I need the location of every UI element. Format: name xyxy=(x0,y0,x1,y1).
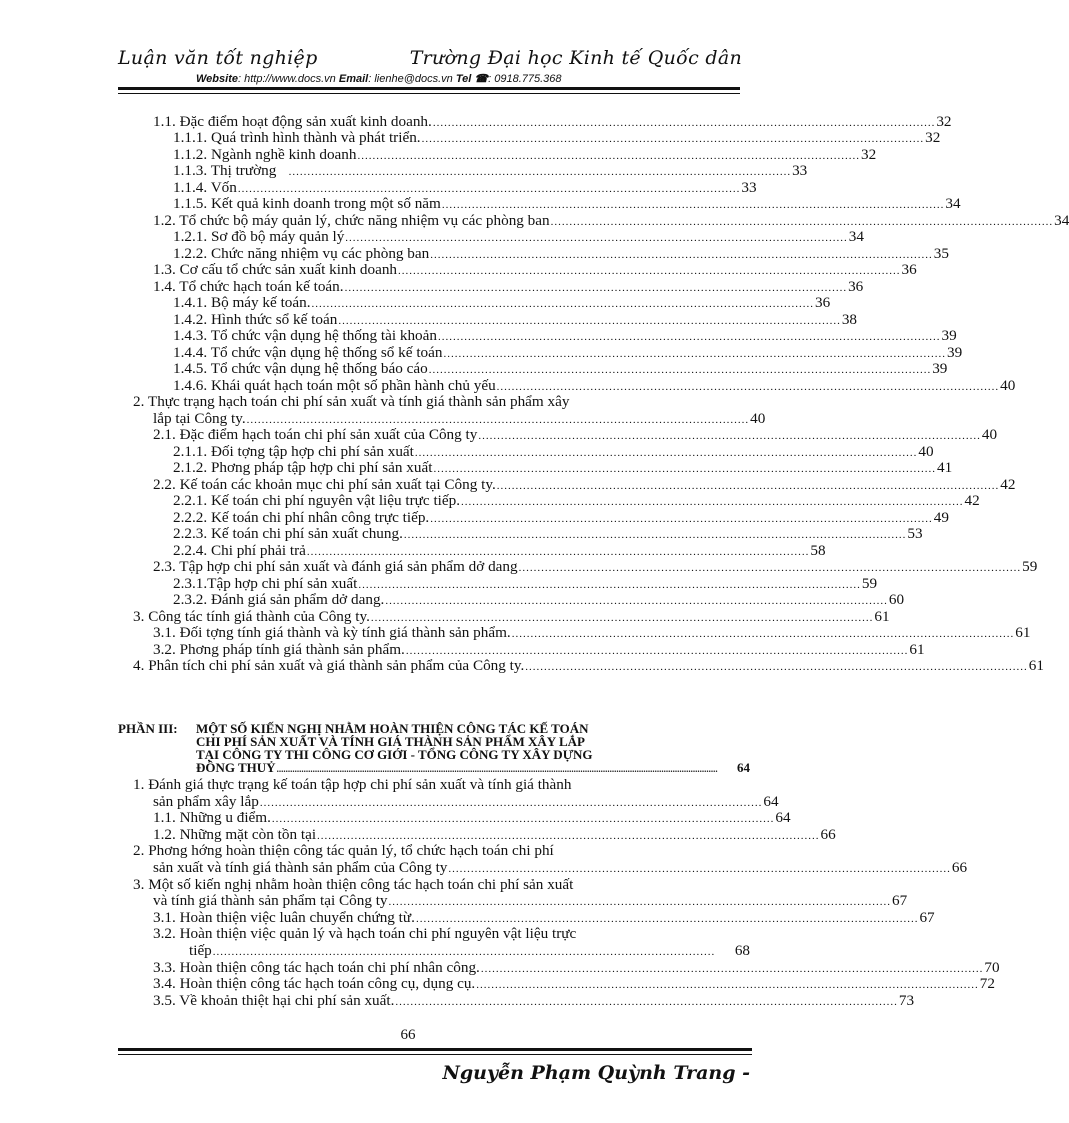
header-thesis-title: Luận văn tốt nghiệp xyxy=(118,47,318,69)
toc-row[interactable]: 1.4.2. Hình thức sổ kế toán ...................................................................................................................................... 38 xyxy=(173,311,857,328)
header-contact-line xyxy=(196,72,562,85)
toc-row[interactable]: 4. Phân tích chi phí sản xuất và giá thành sản phẩm của Công ty. ...................................................................................................................................... 61 xyxy=(133,657,1044,674)
toc-row[interactable]: 3.5. Về khoản thiệt hại chi phí sản xuất. ...................................................................................................................................... 73 xyxy=(153,992,915,1009)
page-number: 66 xyxy=(400,1027,416,1043)
toc-row[interactable]: 2.1.1. Đối tợng tập hợp chi phí sản xuất ...................................................................................................................................... 40 xyxy=(173,443,934,460)
footer-rule-thick xyxy=(118,1048,752,1051)
toc-row[interactable]: 3. Một số kiến nghị nhằm hoàn thiện công tác hạch toán chi phí sản xuất xyxy=(133,876,574,893)
toc-row[interactable]: 2.2.1. Kế toán chi phí nguyên vật liệu trực tiếp. ...................................................................................................................................... 42 xyxy=(173,492,980,509)
header-university: Trường Đại học Kinh tế Quốc dân xyxy=(409,47,742,69)
part3-title-line1: MỘT SỐ KIẾN NGHỊ NHẰM HOÀN THIỆN CÔNG TÁC KẾ TOÁN xyxy=(196,721,589,736)
header-rule-thin xyxy=(118,93,740,94)
toc-row[interactable]: 2. Thực trạng hạch toán chi phí sản xuất và tính giá thành sản phẩm xây xyxy=(133,393,570,410)
toc-row[interactable]: 1.4.6. Khái quát hạch toán một số phần hành chủ yếu ...................................................................................................................................... 40 xyxy=(173,377,1016,394)
toc-row[interactable]: 3. Công tác tính giá thành của Công ty. ...................................................................................................................................... 61 xyxy=(133,608,890,625)
toc-row-continuation[interactable]: sản phẩm xây lắp ...................................................................................................................................... 64 xyxy=(153,793,779,810)
toc-row[interactable]: 2.3.1.Tập hợp chi phí sản xuất ...................................................................................................................................... 59 xyxy=(173,575,878,592)
toc-row-continuation[interactable]: tiếp ...................................................................................................................................... 68 xyxy=(189,942,750,959)
toc-row[interactable]: 1.2. Tổ chức bộ máy quản lý, chức năng nhiệm vụ các phòng ban ...................................................................................................................................... 34 xyxy=(153,212,1069,229)
toc-row[interactable]: 2.2. Kế toán các khoản mục chi phí sản xuất tại Công ty. ...................................................................................................................................... 42 xyxy=(153,476,1016,493)
email-label: Email xyxy=(338,73,369,85)
footer-author: Nguyễn Phạm Quỳnh Trang - xyxy=(442,1062,750,1084)
toc-row[interactable]: 2.1. Đặc điểm hạch toán chi phí sản xuất của Công ty ...................................................................................................................................... 40 xyxy=(153,426,998,443)
toc-row[interactable]: 2.3.2. Đánh giá sản phẩm dở dang. ...................................................................................................................................... 60 xyxy=(173,591,905,608)
toc-row[interactable]: 1.1.2. Ngành nghề kinh doanh ...................................................................................................................................... 32 xyxy=(173,146,877,163)
toc-row[interactable]: 1.2.1. Sơ đồ bộ máy quản lý ...................................................................................................................................... 34 xyxy=(173,228,864,245)
toc-row[interactable]: 2.2.4. Chi phí phải trả ...................................................................................................................................... 58 xyxy=(173,542,826,559)
footer-rule-thin xyxy=(118,1054,752,1055)
header-rule-thick xyxy=(118,87,740,90)
toc-row[interactable]: 1.4.1. Bộ máy kế toán. ...................................................................................................................................... 36 xyxy=(173,294,831,311)
phone-icon: ☎ xyxy=(474,73,489,85)
toc-row[interactable]: 1. Đánh giá thực trạng kế toán tập hợp chi phí sản xuất và tính giá thành xyxy=(133,776,572,793)
toc-row[interactable]: 3.4. Hoàn thiện công tác hạch toán công cụ, dụng cụ. ...................................................................................................................................... 72 xyxy=(153,975,995,992)
toc-row[interactable]: 1.3. Cơ cấu tổ chức sản xuất kinh doanh ...................................................................................................................................... 36 xyxy=(153,261,917,278)
toc-row-continuation[interactable]: lắp tại Công ty. ...................................................................................................................................... 40 xyxy=(153,410,766,427)
toc-row[interactable]: 1.4. Tổ chức hạch toán kế toán. ...................................................................................................................................... 36 xyxy=(153,278,864,295)
toc-row[interactable]: 1.4.5. Tổ chức vận dụng hệ thống báo cáo ...................................................................................................................................... 39 xyxy=(173,360,948,377)
toc-row-continuation[interactable]: và tính giá thành sản phẩm tại Công ty ...................................................................................................................................... 67 xyxy=(153,892,908,909)
toc-row[interactable]: 3.2. Hoàn thiện việc quản lý và hạch toán chi phí nguyên vật liệu trực xyxy=(153,925,577,942)
toc-row[interactable]: 1.4.3. Tổ chức vận dụng hệ thống tài khoản ...................................................................................................................................... 39 xyxy=(173,327,957,344)
toc-row[interactable]: 1.2. Những mặt còn tồn tại ...................................................................................................................................... 66 xyxy=(153,826,836,843)
toc-row[interactable]: 1.1. Đặc điểm hoạt động sản xuất kinh doanh. ...................................................................................................................................... 32 xyxy=(153,113,952,130)
toc-row[interactable]: 3.2. Phơng pháp tính giá thành sản phẩm. ...................................................................................................................................... 61 xyxy=(153,641,925,658)
toc-row[interactable]: 2.3. Tập hợp chi phí sản xuất và đánh giá sản phẩm dở dang ...................................................................................................................................... 59 xyxy=(153,558,1038,575)
toc-row[interactable]: 1.1.1. Quá trình hình thành và phát triển. ...................................................................................................................................... 32 xyxy=(173,129,941,146)
part3-title-line2: CHI PHÍ SẢN XUẤT VÀ TÍNH GIÁ THÀNH SẢN PHẨM XÂY LẮP xyxy=(196,734,585,749)
toc-row[interactable]: 3.1. Hoàn thiện việc luân chuyển chứng từ. ...................................................................................................................................... 67 xyxy=(153,909,935,926)
toc-row[interactable]: 1.1.5. Kết quả kinh doanh trong một số năm ...................................................................................................................................... 34 xyxy=(173,195,961,212)
website-label: Website xyxy=(196,73,238,85)
tel-label: Tel xyxy=(455,73,472,85)
toc-row-continuation[interactable]: sản xuất và tính giá thành sản phẩm của Công ty ...................................................................................................................................... 66 xyxy=(153,859,968,876)
toc-row[interactable]: 1.1.4. Vốn ...................................................................................................................................... 33 xyxy=(173,179,757,196)
toc-row[interactable]: 1.1.3. Thị trường ...................................................................................................................................... 33 xyxy=(173,162,808,179)
email-value[interactable]: : lienhe@docs.vn xyxy=(368,73,453,85)
toc-row[interactable]: 3.1. Đối tợng tính giá thành và kỳ tính giá thành sản phẩm. ...................................................................................................................................... 61 xyxy=(153,624,1031,641)
part3-label: PHẦN III: xyxy=(118,721,178,736)
toc-row[interactable]: 2.2.2. Kế toán chi phí nhân công trực tiếp. ...................................................................................................................................... 49 xyxy=(173,509,949,526)
tel-value: : 0918.775.368 xyxy=(488,73,562,85)
part3-title-line4[interactable]: ĐÔNG THUỶ .................................................................................................................................................................................................... 64 xyxy=(196,760,750,775)
website-value[interactable]: : http://www.docs.vn xyxy=(237,73,336,85)
toc-row[interactable]: 2.1.2. Phơng pháp tập hợp chi phí sản xuất ...................................................................................................................................... 41 xyxy=(173,459,953,476)
toc-row[interactable]: 2. Phơng hớng hoàn thiện công tác quản lý, tổ chức hạch toán chi phí xyxy=(133,842,554,859)
toc-row[interactable]: 2.2.3. Kế toán chi phí sản xuất chung. ...................................................................................................................................... 53 xyxy=(173,525,923,542)
toc-row[interactable]: 1.1. Những u điểm. ...................................................................................................................................... 64 xyxy=(153,809,791,826)
toc-row[interactable]: 3.3. Hoàn thiện công tác hạch toán chi phí nhân công. ...................................................................................................................................... 70 xyxy=(153,959,1000,976)
part3-title-line3: TẠI CÔNG TY THI CÔNG CƠ GIỚI - TỔNG CÔNG TY XÂY DỰNG xyxy=(196,747,593,762)
toc-row[interactable]: 1.4.4. Tổ chức vận dụng hệ thống sổ kế toán ...................................................................................................................................... 39 xyxy=(173,344,963,361)
toc-row[interactable]: 1.2.2. Chức năng nhiệm vụ các phòng ban ...................................................................................................................................... 35 xyxy=(173,245,949,262)
